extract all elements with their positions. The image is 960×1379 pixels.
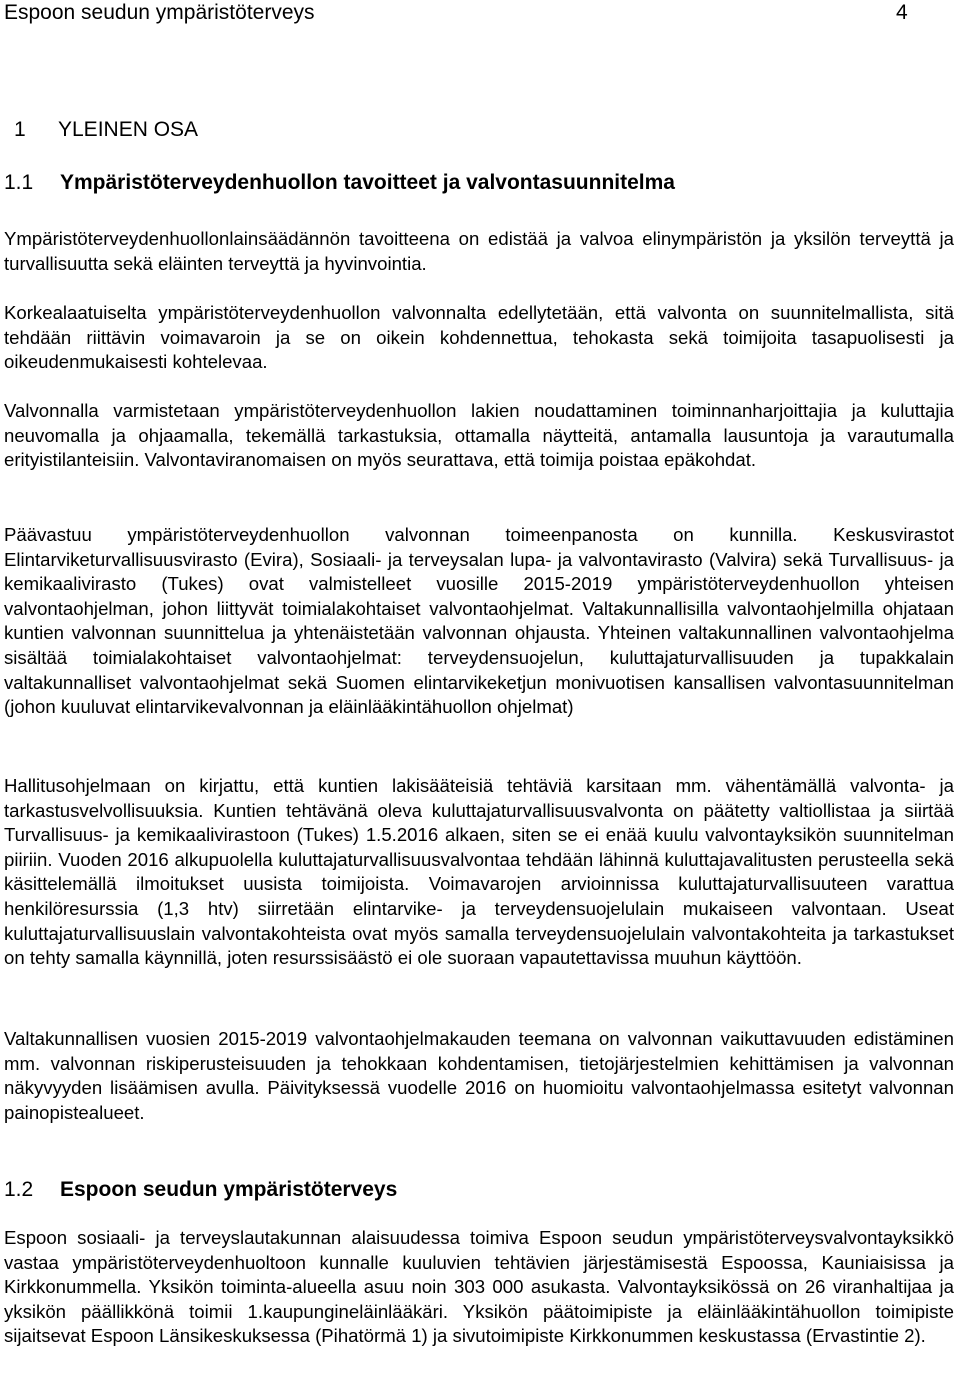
section-number: 1.1 [4, 171, 34, 194]
paragraph: Valvonnalla varmistetaan ympäristöterveydenhuollon lakien noudattaminen toiminnanharjoittajia ja kuluttajia neuvomalla ja ohjaamalla, tekemällä tarkastuksia, ottamalla näytteitä, antamalla lausuntoja ja varautumalla erityistilanteisiin. Valvontaviranomaisen on myös seurattava, että toimija poistaa epäkohdat. [4, 400, 954, 471]
section-heading-1-2 [4, 1177, 397, 1203]
paragraph: Päävastuu ympäristöterveydenhuollon valvonnan toimeenpanosta on kunnilla. Keskusvirastot Elintarviketurvallisuusvirasto (Evira), Sosiaali- ja terveysalan lupa- ja valvontavirasto (Valvira) sekä Turvallisuus- ja kemikaalivirasto (Tukes) ovat valmistelleet vuosille 2015-2019 ympäristöterveydenhuollon yhteisen valvontaohjelman, johon liittyvät toimialakohtaiset valvontaohjelmat. Valtakunnallisilla valvontaohjelmilla ohjataan kuntien valvonnan suunnittelua ja yhtenäistetään valvonnan ohjausta. Yhteinen valtakunnallinen valvontaohjelma sisältää toimialakohtaiset valvontaohjelmat: terveydensuojelun, kuluttajaturvallisuuden ja tupakkalain valtakunnalliset valvontaohjelmat sekä Suomen elintarvikeketjun monivuotisen kansallisen valvontasuunnitelman (johon kuuluvat elintarvikevalvonnan ja eläinlääkintähuollon ohjelmat) [4, 524, 954, 718]
page-number: 4 [896, 1, 908, 24]
section-title: Ympäristöterveydenhuollon tavoitteet ja valvontasuunnitelma [60, 171, 675, 194]
section-heading-1-1 [4, 170, 675, 196]
section-number: 1 [14, 118, 26, 141]
page-header [4, 0, 940, 26]
paragraph: Espoon sosiaali- ja terveyslautakunnan alaisuudessa toimiva Espoon seudun ympäristöterveysvalvontayksikkö vastaa ympäristöterveydenhuoltoon kunnalle kuuluvien tehtävien järjestämisestä Espoossa, Kauniaisissa ja Kirkkonummella. Yksikön toiminta-alueella asuu noin 303 000 asukasta. Valvontayksikössä on 26 viranhaltijaa ja yksikön päällikkönä toimii 1.kaupungineläinlääkäri. Yksikön päätoimipiste ja eläinlääkintähuollon toimipiste sijaitsevat Espoon Länsikeskuksessa (Pihatörmä 1) ja sivutoimipiste Kirkkonummen keskustassa (Ervastintie 2). [4, 1227, 954, 1347]
section-number: 1.2 [4, 1178, 34, 1201]
section-heading-1 [4, 117, 198, 143]
paragraph: Ympäristöterveydenhuollonlainsäädännön tavoitteena on edistää ja valvoa elinympäristön ja yksilön terveyttä ja turvallisuutta sekä eläinten terveyttä ja hyvinvointia. [4, 228, 954, 274]
paragraph: Hallitusohjelmaan on kirjattu, että kuntien lakisääteisiä tehtäviä karsitaan mm. vähentämällä valvonta- ja tarkastusvelvollisuuksia. Kuntien tehtävänä oleva kuluttajaturvallisuusvalvonta on päätetty valtiollistaa ja siirtää Turvallisuus- ja kemikaalivirastoon (Tukes) 1.5.2016 alkaen, siten se ei enää kuulu valvontayksikön suunnitelman piiriin. Vuoden 2016 alkupuolella kuluttajaturvallisuusvalvontaa tehdään lähinnä kuluttajavalitusten perusteella sekä käsittelemällä ilmoitukset uusista toimijoista. Voimavarojen arvioinnissa kuluttajaturvallisuuteen varattua henkilöresurssia (1,3 htv) siirretään elintarvike- ja terveydensuojelulain mukaiseen valvontaan. Useat kuluttajaturvallisuuslain valvontakohteista ovat myös samalla terveydensuojelulain valvontakohteita ja tarkastukset on tehty samalla käynnillä, joten resurssisäästö ei ole suoraan vapautettavissa muuhun käyttöön. [4, 775, 954, 969]
paragraph: Valtakunnallisen vuosien 2015-2019 valvontaohjelmakauden teemana on valvonnan vaikuttavuuden edistäminen mm. valvonnan riskiperusteisuuden ja tehokkaan kohdentamisen, tietojärjestelmien kehittämisen ja valvonnan näkyvyyden lisäämisen avulla. Päivityksessä vuodelle 2016 on huomioitu valvontaohjelmassa esitetyt valvonnan painopistealueet. [4, 1028, 954, 1123]
header-title: Espoon seudun ympäristöterveys [4, 1, 315, 24]
section-title: Espoon seudun ympäristöterveys [60, 1178, 398, 1201]
paragraph: Korkealaatuiselta ympäristöterveydenhuollon valvonnalta edellytetään, että valvonta on suunnitelmallista, sitä tehdään riittävin voimavaroin ja se on oikein kohdennettua, tehokasta sekä toimijoita tasapuolisesti ja oikeudenmukaisesti kohtelevaa. [4, 302, 954, 373]
section-title: YLEINEN OSA [58, 118, 199, 141]
